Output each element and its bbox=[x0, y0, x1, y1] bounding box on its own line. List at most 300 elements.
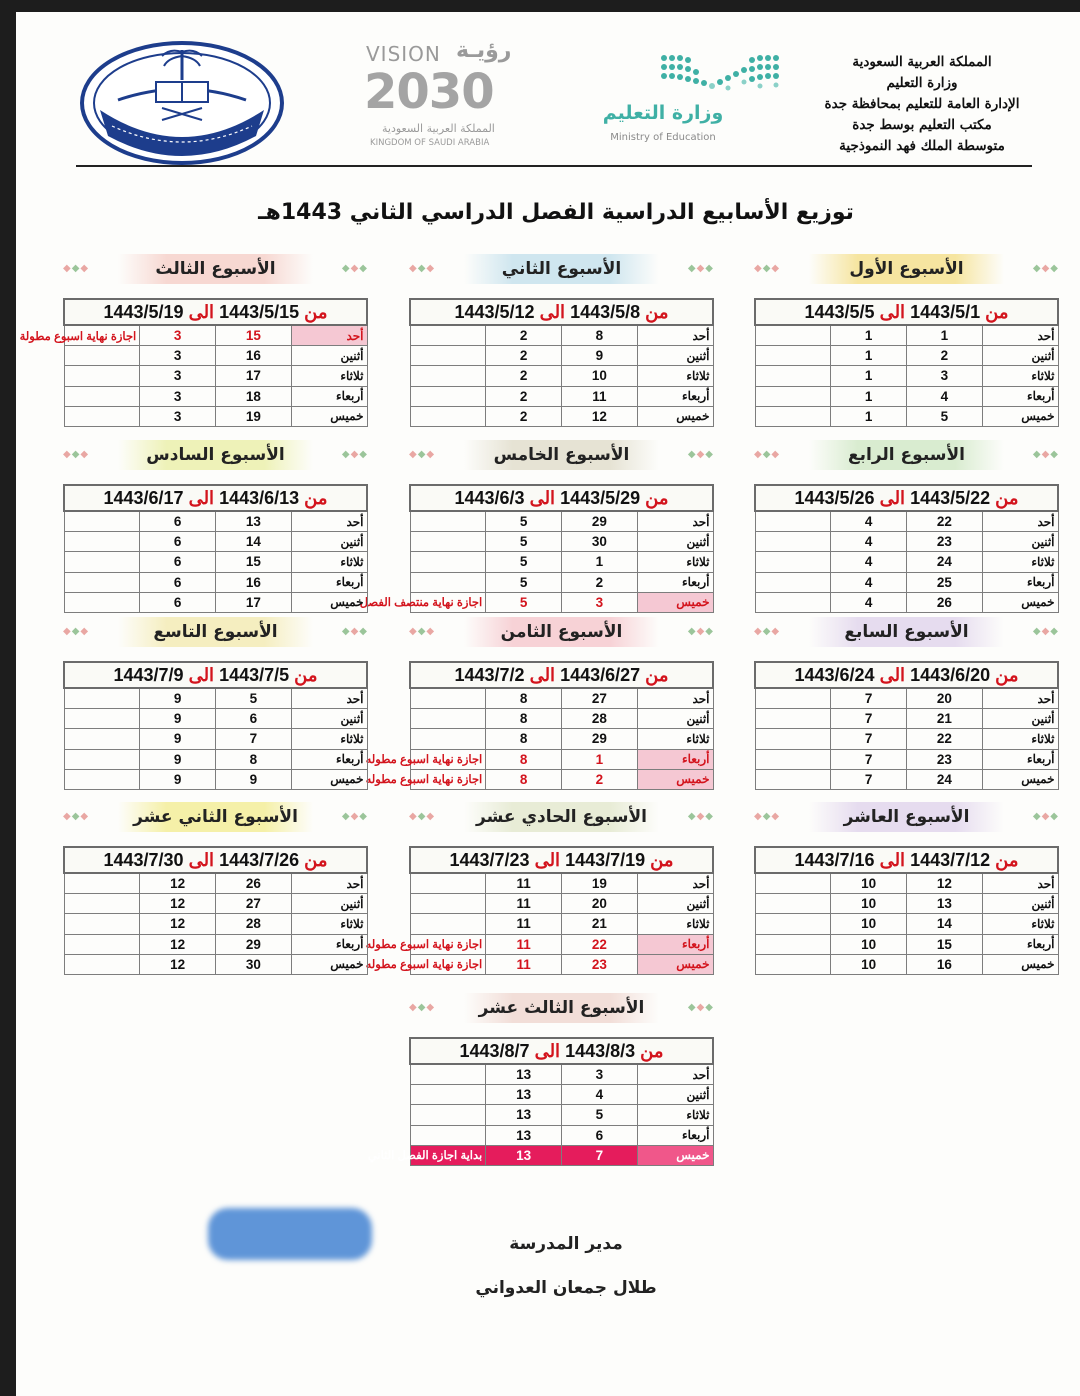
ornament-icon: ◆◆◆ bbox=[409, 811, 436, 822]
week-title: الأسبوع السابع bbox=[809, 617, 1004, 647]
day-name: خميس bbox=[637, 954, 713, 974]
date-range bbox=[64, 662, 367, 688]
week-number: 9 bbox=[140, 688, 216, 709]
day-note bbox=[755, 346, 831, 366]
day-note bbox=[64, 366, 140, 386]
day-row bbox=[410, 366, 713, 386]
day-name: ثلاثاء bbox=[982, 552, 1058, 572]
day-row bbox=[410, 552, 713, 572]
from-label: من bbox=[304, 487, 328, 508]
day-number: 20 bbox=[907, 688, 983, 709]
day-row bbox=[64, 346, 367, 366]
day-number: 3 bbox=[562, 592, 638, 612]
day-note bbox=[64, 954, 140, 974]
week-number: 10 bbox=[831, 914, 907, 934]
to-date: 1443/7/16 bbox=[794, 849, 875, 870]
week-block bbox=[19, 254, 368, 427]
ornament-icon: ◆◆◆ bbox=[687, 263, 714, 274]
day-number: 9 bbox=[216, 769, 292, 789]
day-row bbox=[755, 532, 1058, 552]
day-name: خميس bbox=[982, 592, 1058, 612]
day-note bbox=[410, 729, 486, 749]
day-number: 5 bbox=[562, 1105, 638, 1125]
ornament-icon: ◆◆◆ bbox=[63, 449, 90, 460]
day-note bbox=[410, 325, 486, 346]
week-number: 7 bbox=[831, 749, 907, 769]
week-table bbox=[754, 484, 1059, 613]
week-number: 10 bbox=[831, 894, 907, 914]
week-title: الأسبوع الحادي عشر bbox=[464, 802, 659, 832]
week-block bbox=[409, 254, 714, 427]
week-number: 4 bbox=[831, 532, 907, 552]
day-name: أثنين bbox=[637, 1085, 713, 1105]
week-number: 12 bbox=[140, 954, 216, 974]
day-note bbox=[755, 934, 831, 954]
day-row bbox=[410, 325, 713, 346]
day-name: أحد bbox=[637, 688, 713, 709]
day-row bbox=[410, 749, 713, 769]
day-row bbox=[410, 688, 713, 709]
day-name: أحد bbox=[637, 873, 713, 894]
day-name: خميس bbox=[291, 592, 367, 612]
day-number: 30 bbox=[216, 954, 292, 974]
day-number: 27 bbox=[216, 894, 292, 914]
day-row bbox=[755, 769, 1058, 789]
week-number: 1 bbox=[831, 386, 907, 406]
day-note bbox=[755, 325, 831, 346]
week-block bbox=[754, 617, 1059, 790]
day-note: اجازة نهاية منتصف الفصل bbox=[410, 592, 486, 612]
day-note bbox=[64, 749, 140, 769]
day-row bbox=[410, 532, 713, 552]
day-note bbox=[64, 552, 140, 572]
date-range bbox=[410, 1038, 713, 1064]
day-number: 28 bbox=[216, 914, 292, 934]
day-number: 25 bbox=[907, 572, 983, 592]
day-name: ثلاثاء bbox=[637, 366, 713, 386]
week-title: الأسبوع الثاني عشر bbox=[118, 802, 313, 832]
to-label: الى bbox=[879, 664, 906, 685]
day-number: 2 bbox=[562, 769, 638, 789]
from-date: 1443/6/20 bbox=[910, 664, 991, 685]
date-range-row bbox=[64, 662, 367, 688]
week-title: الأسبوع الثاني bbox=[464, 254, 659, 284]
header-line: الإدارة العامة للتعليم بمحافظة جدة bbox=[824, 96, 1020, 112]
day-row bbox=[410, 709, 713, 729]
date-range bbox=[755, 299, 1058, 325]
day-number: 4 bbox=[907, 386, 983, 406]
week-number: 4 bbox=[831, 592, 907, 612]
day-number: 15 bbox=[907, 934, 983, 954]
date-range-row bbox=[64, 299, 367, 325]
day-row bbox=[410, 1125, 713, 1145]
day-name: أحد bbox=[982, 511, 1058, 532]
day-note: اجازة نهاية اسبوع مطولة bbox=[64, 325, 140, 346]
ornament-icon: ◆◆◆ bbox=[63, 263, 90, 274]
week-number: 6 bbox=[140, 592, 216, 612]
day-number: 23 bbox=[907, 532, 983, 552]
header-line: مكتب التعليم بوسط جدة bbox=[852, 117, 992, 133]
day-row bbox=[410, 1085, 713, 1105]
date-range bbox=[64, 299, 367, 325]
ornament-icon: ◆◆◆ bbox=[687, 1002, 714, 1013]
vision-2030-logo bbox=[364, 38, 534, 162]
day-note bbox=[64, 894, 140, 914]
day-note bbox=[410, 1085, 486, 1105]
day-number: 3 bbox=[907, 366, 983, 386]
to-label: الى bbox=[879, 487, 906, 508]
to-label: الى bbox=[188, 301, 215, 322]
to-date: 1443/6/24 bbox=[794, 664, 875, 685]
week-number: 5 bbox=[486, 532, 562, 552]
day-name: أحد bbox=[982, 325, 1058, 346]
day-number: 14 bbox=[907, 914, 983, 934]
day-note bbox=[755, 729, 831, 749]
to-date: 1443/7/9 bbox=[113, 664, 184, 685]
to-date: 1443/8/7 bbox=[459, 1040, 530, 1061]
day-note: اجازة نهاية اسبوع مطوله bbox=[410, 769, 486, 789]
day-number: 22 bbox=[907, 511, 983, 532]
week-table bbox=[359, 484, 714, 613]
day-row bbox=[755, 346, 1058, 366]
day-row bbox=[410, 954, 713, 974]
week-title: الأسبوع الخامس bbox=[464, 440, 659, 470]
day-name: خميس bbox=[982, 769, 1058, 789]
day-name: أربعاء bbox=[291, 749, 367, 769]
day-row bbox=[64, 729, 367, 749]
day-note bbox=[755, 592, 831, 612]
week-table bbox=[754, 661, 1059, 790]
from-date: 1443/5/22 bbox=[910, 487, 991, 508]
day-row bbox=[64, 572, 367, 592]
week-table bbox=[754, 846, 1059, 975]
day-name: أربعاء bbox=[637, 386, 713, 406]
day-row bbox=[410, 873, 713, 894]
week-number: 3 bbox=[140, 346, 216, 366]
week-number: 1 bbox=[831, 366, 907, 386]
day-number: 1 bbox=[907, 325, 983, 346]
week-title: الأسبوع الثامن bbox=[464, 617, 659, 647]
week-number: 8 bbox=[486, 769, 562, 789]
week-number: 2 bbox=[486, 406, 562, 426]
day-note bbox=[755, 572, 831, 592]
week-number: 11 bbox=[486, 894, 562, 914]
day-name: أثنين bbox=[982, 709, 1058, 729]
week-number: 6 bbox=[140, 552, 216, 572]
week-banner bbox=[754, 440, 1059, 470]
from-date: 1443/5/8 bbox=[570, 301, 641, 322]
week-block bbox=[754, 802, 1059, 975]
week-title: الأسبوع العاشر bbox=[809, 802, 1004, 832]
day-row bbox=[410, 769, 713, 789]
day-row bbox=[410, 894, 713, 914]
day-row bbox=[64, 532, 367, 552]
date-range bbox=[410, 847, 713, 873]
day-note bbox=[410, 894, 486, 914]
date-range bbox=[64, 847, 367, 873]
date-range-row bbox=[64, 847, 367, 873]
week-table bbox=[367, 1037, 714, 1166]
from-label: من bbox=[304, 301, 328, 322]
to-date: 1443/7/30 bbox=[103, 849, 184, 870]
day-row bbox=[64, 769, 367, 789]
date-range bbox=[755, 485, 1058, 511]
day-note bbox=[410, 1105, 486, 1125]
day-name: خميس bbox=[982, 954, 1058, 974]
week-number: 11 bbox=[486, 934, 562, 954]
blurred-stamp bbox=[208, 1208, 372, 1260]
date-range bbox=[410, 485, 713, 511]
week-number: 3 bbox=[140, 386, 216, 406]
day-number: 1 bbox=[562, 552, 638, 572]
week-number: 4 bbox=[831, 511, 907, 532]
week-block bbox=[365, 617, 714, 790]
week-number: 9 bbox=[140, 729, 216, 749]
day-number: 13 bbox=[216, 511, 292, 532]
signature-name: طلال جمعان العدواني bbox=[475, 1278, 657, 1298]
day-row bbox=[755, 386, 1058, 406]
week-number: 11 bbox=[486, 954, 562, 974]
from-label: من bbox=[645, 301, 669, 322]
week-banner bbox=[63, 802, 368, 832]
week-banner bbox=[409, 617, 714, 647]
day-note bbox=[410, 873, 486, 894]
to-date: 1443/6/3 bbox=[454, 487, 525, 508]
week-number: 10 bbox=[831, 954, 907, 974]
day-number: 29 bbox=[562, 511, 638, 532]
day-number: 15 bbox=[216, 325, 292, 346]
day-name: ثلاثاء bbox=[291, 366, 367, 386]
from-date: 1443/6/27 bbox=[560, 664, 641, 685]
week-number: 4 bbox=[831, 552, 907, 572]
day-row bbox=[64, 873, 367, 894]
week-number: 6 bbox=[140, 511, 216, 532]
vision-year: 2030 bbox=[364, 64, 494, 120]
day-note bbox=[410, 366, 486, 386]
ornament-icon: ◆◆◆ bbox=[409, 1002, 436, 1013]
moe-dots-icon bbox=[660, 52, 788, 98]
week-banner bbox=[754, 802, 1059, 832]
week-title: الأسبوع الثالث عشر bbox=[464, 993, 659, 1023]
week-block bbox=[754, 254, 1059, 427]
day-row bbox=[755, 934, 1058, 954]
day-number: 8 bbox=[562, 325, 638, 346]
ornament-icon: ◆◆◆ bbox=[341, 811, 368, 822]
moe-english-text: Ministry of Education bbox=[610, 132, 716, 143]
day-number: 2 bbox=[907, 346, 983, 366]
day-row bbox=[64, 954, 367, 974]
week-block bbox=[63, 802, 368, 975]
from-label: من bbox=[645, 487, 669, 508]
week-table bbox=[754, 298, 1059, 427]
date-range bbox=[755, 662, 1058, 688]
day-note: بداية اجازة الفصل الثاني bbox=[410, 1145, 486, 1165]
from-date: 1443/7/12 bbox=[910, 849, 991, 870]
week-number: 5 bbox=[486, 592, 562, 612]
day-row bbox=[64, 894, 367, 914]
day-name: أثنين bbox=[982, 894, 1058, 914]
day-number: 7 bbox=[216, 729, 292, 749]
day-name: أحد bbox=[637, 325, 713, 346]
week-number: 9 bbox=[140, 769, 216, 789]
day-name: أحد bbox=[982, 688, 1058, 709]
week-table bbox=[63, 484, 368, 613]
week-number: 13 bbox=[486, 1064, 562, 1085]
date-range-row bbox=[755, 299, 1058, 325]
day-number: 1 bbox=[562, 749, 638, 769]
from-label: من bbox=[640, 1040, 664, 1061]
day-name: أثنين bbox=[637, 346, 713, 366]
day-note bbox=[64, 386, 140, 406]
week-number: 7 bbox=[831, 709, 907, 729]
date-range bbox=[64, 485, 367, 511]
week-title: الأسبوع الرابع bbox=[809, 440, 1004, 470]
day-name: أربعاء bbox=[637, 934, 713, 954]
ornament-icon: ◆◆◆ bbox=[1032, 811, 1059, 822]
header-line: وزارة التعليم bbox=[886, 75, 958, 91]
day-name: أثنين bbox=[637, 532, 713, 552]
day-name: أربعاء bbox=[982, 749, 1058, 769]
day-row bbox=[410, 346, 713, 366]
day-row bbox=[64, 914, 367, 934]
vision-word: VISION bbox=[366, 42, 441, 66]
week-number: 13 bbox=[486, 1125, 562, 1145]
week-table bbox=[365, 846, 714, 975]
day-row bbox=[755, 688, 1058, 709]
to-label: الى bbox=[188, 849, 215, 870]
day-name: خميس bbox=[637, 769, 713, 789]
day-note bbox=[64, 572, 140, 592]
day-row bbox=[755, 749, 1058, 769]
week-number: 10 bbox=[831, 873, 907, 894]
week-banner bbox=[409, 993, 714, 1023]
day-note bbox=[410, 709, 486, 729]
week-number: 5 bbox=[486, 552, 562, 572]
week-number: 13 bbox=[486, 1085, 562, 1105]
from-label: من bbox=[985, 301, 1009, 322]
to-date: 1443/5/5 bbox=[804, 301, 875, 322]
day-number: 6 bbox=[562, 1125, 638, 1145]
day-number: 24 bbox=[907, 552, 983, 572]
to-label: الى bbox=[188, 487, 215, 508]
day-note bbox=[64, 934, 140, 954]
day-note bbox=[755, 688, 831, 709]
day-row bbox=[755, 366, 1058, 386]
week-table bbox=[63, 661, 368, 790]
day-name: خميس bbox=[637, 406, 713, 426]
day-row bbox=[410, 592, 713, 612]
header-line: متوسطة الملك فهد النموذجية bbox=[839, 138, 1005, 154]
day-note bbox=[64, 406, 140, 426]
week-block bbox=[367, 993, 714, 1166]
ornament-icon: ◆◆◆ bbox=[687, 449, 714, 460]
day-note bbox=[410, 572, 486, 592]
day-note bbox=[755, 914, 831, 934]
week-banner bbox=[754, 254, 1059, 284]
day-note bbox=[64, 769, 140, 789]
day-number: 27 bbox=[562, 688, 638, 709]
day-number: 18 bbox=[216, 386, 292, 406]
week-block bbox=[365, 802, 714, 975]
week-banner bbox=[409, 440, 714, 470]
vision-arabic-word: رؤيـة bbox=[456, 38, 512, 63]
day-name: أحد bbox=[637, 1064, 713, 1085]
day-number: 12 bbox=[562, 406, 638, 426]
day-note: اجازة نهاية اسبوع مطوله bbox=[410, 934, 486, 954]
day-number: 23 bbox=[562, 954, 638, 974]
day-note bbox=[755, 406, 831, 426]
day-row bbox=[64, 749, 367, 769]
week-title: الأسبوع التاسع bbox=[118, 617, 313, 647]
day-note bbox=[64, 346, 140, 366]
school-seal-logo bbox=[78, 38, 286, 168]
from-date: 1443/8/3 bbox=[565, 1040, 636, 1061]
ornament-icon: ◆◆◆ bbox=[63, 811, 90, 822]
week-title: الأسبوع الثالث bbox=[118, 254, 313, 284]
ornament-icon: ◆◆◆ bbox=[754, 449, 781, 460]
day-note bbox=[64, 709, 140, 729]
to-date: 1443/7/23 bbox=[449, 849, 530, 870]
day-number: 4 bbox=[562, 1085, 638, 1105]
day-number: 12 bbox=[907, 873, 983, 894]
date-range-row bbox=[755, 847, 1058, 873]
day-name: ثلاثاء bbox=[982, 729, 1058, 749]
day-number: 9 bbox=[562, 346, 638, 366]
week-number: 5 bbox=[486, 572, 562, 592]
day-number: 7 bbox=[562, 1145, 638, 1165]
week-number: 2 bbox=[486, 325, 562, 346]
week-block bbox=[359, 440, 714, 613]
day-row bbox=[755, 325, 1058, 346]
week-number: 8 bbox=[486, 688, 562, 709]
week-banner bbox=[63, 254, 368, 284]
ornament-icon: ◆◆◆ bbox=[409, 263, 436, 274]
day-name: ثلاثاء bbox=[637, 914, 713, 934]
to-label: الى bbox=[188, 664, 215, 685]
from-date: 1443/7/5 bbox=[219, 664, 290, 685]
day-name: أربعاء bbox=[637, 749, 713, 769]
day-row bbox=[755, 954, 1058, 974]
week-block bbox=[63, 440, 368, 613]
day-number: 21 bbox=[907, 709, 983, 729]
day-number: 26 bbox=[907, 592, 983, 612]
day-number: 5 bbox=[907, 406, 983, 426]
week-number: 7 bbox=[831, 769, 907, 789]
week-number: 6 bbox=[140, 532, 216, 552]
day-name: أحد bbox=[291, 873, 367, 894]
week-number: 3 bbox=[140, 406, 216, 426]
day-note bbox=[410, 914, 486, 934]
week-number: 2 bbox=[486, 386, 562, 406]
day-name: أثنين bbox=[291, 532, 367, 552]
week-number: 8 bbox=[486, 729, 562, 749]
day-row bbox=[410, 511, 713, 532]
day-note bbox=[755, 366, 831, 386]
day-row bbox=[755, 592, 1058, 612]
day-number: 19 bbox=[216, 406, 292, 426]
date-range bbox=[410, 299, 713, 325]
day-row bbox=[755, 552, 1058, 572]
day-note bbox=[410, 532, 486, 552]
week-number: 2 bbox=[486, 346, 562, 366]
day-row bbox=[755, 709, 1058, 729]
from-label: من bbox=[645, 664, 669, 685]
day-row bbox=[410, 406, 713, 426]
day-row bbox=[755, 729, 1058, 749]
day-number: 22 bbox=[907, 729, 983, 749]
day-name: أثنين bbox=[982, 346, 1058, 366]
week-number: 7 bbox=[831, 688, 907, 709]
